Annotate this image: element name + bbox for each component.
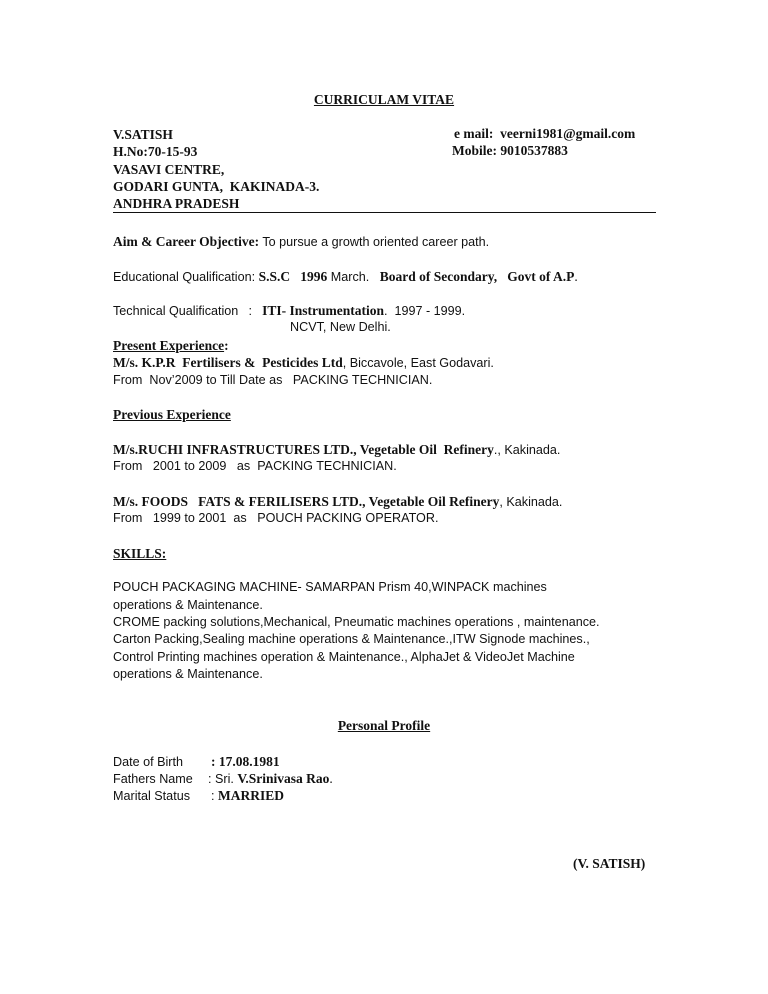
objective-label: Aim & Career Objective: — [113, 234, 260, 249]
address-line-2: GODARI GUNTA, KAKINADA-3. — [113, 179, 320, 194]
signature: (V. SATISH) — [573, 856, 646, 871]
technical-years: . 1997 - 1999. — [383, 304, 466, 318]
skills-line-1: POUCH PACKAGING MACHINE- SAMARPAN Prism 40,WINPACK machines — [113, 580, 547, 594]
previous-role-2: From 1999 to 2001 as POUCH PACKING OPERATOR. — [113, 511, 439, 525]
previous-company-1: M/s.RUCHI INFRASTRUCTURES LTD., Vegetable Oil Refinery — [113, 442, 494, 457]
previous-job-1 — [113, 441, 560, 459]
father-sep: : Sri. — [208, 772, 238, 786]
education-end: . — [574, 269, 578, 284]
state: ANDHRA PRADESH — [113, 196, 240, 211]
present-location: , Biccavole, East Godavari. — [342, 356, 494, 370]
previous-location-1: ., Kakinada. — [493, 443, 561, 457]
father-value: V.Srinivasa Rao — [237, 771, 330, 786]
education — [113, 268, 578, 286]
skills-heading: SKILLS: — [113, 546, 167, 561]
document-title: CURRICULAM VITAE — [313, 92, 455, 107]
present-company: M/s. K.P.R Fertilisers & Pesticides Ltd — [113, 355, 343, 370]
previous-heading: Previous Experience — [113, 407, 231, 422]
previous-role-1: From 2001 to 2009 as PACKING TECHNICIAN. — [113, 459, 397, 473]
technical-sep: : — [248, 304, 252, 318]
dob-value: : 17.08.1981 — [211, 754, 280, 769]
present-heading-colon: : — [224, 338, 229, 353]
marital-label: Marital Status — [113, 789, 190, 803]
skills-line-5: Control Printing machines operation & Maintenance., AlphaJet & VideoJet Machine — [113, 650, 575, 664]
skills-line-4: Carton Packing,Sealing machine operations & Maintenance.,ITW Signode machines., — [113, 632, 590, 646]
present-heading-text: Present Experience — [113, 338, 225, 353]
objective-text: To pursue a growth oriented career path. — [259, 235, 490, 249]
present-heading — [113, 337, 229, 354]
email: e mail: veerni1981@gmail.com — [454, 126, 636, 141]
previous-location-2: , Kakinada. — [499, 495, 563, 509]
father-label: Fathers Name — [113, 772, 193, 786]
mobile: Mobile: 9010537883 — [452, 143, 568, 158]
education-exam: S.S.C — [258, 269, 291, 284]
header-divider — [113, 212, 656, 213]
objective — [113, 233, 489, 251]
father-row — [113, 770, 333, 788]
house-number: H.No:70-15-93 — [113, 144, 198, 159]
education-board: Board of Secondary, Govt of A.P — [379, 269, 575, 284]
education-year: 1996 — [300, 269, 328, 284]
technical-label: Technical Qualification — [113, 304, 239, 318]
father-end: . — [329, 771, 333, 786]
education-label: Educational Qualification: — [113, 270, 259, 284]
previous-company-2: M/s. FOODS FATS & FERILISERS LTD., Vegetable Oil Refinery — [113, 494, 500, 509]
present-company-line — [113, 354, 494, 372]
address-line-1: VASAVI CENTRE, — [113, 162, 225, 177]
education-month: March. — [327, 270, 380, 284]
marital-sep: : — [211, 789, 218, 803]
dob-row — [113, 753, 280, 771]
dob-label: Date of Birth — [113, 755, 183, 769]
skills-line-6: operations & Maintenance. — [113, 667, 263, 681]
technical-institute: NCVT, New Delhi. — [290, 320, 391, 334]
skills-line-2: operations & Maintenance. — [113, 598, 263, 612]
technical-course: ITI- Instrumentation — [262, 303, 384, 318]
present-role: From Nov’2009 to Till Date as PACKING TECHNICIAN. — [113, 373, 433, 387]
marital-value: MARRIED — [218, 788, 284, 803]
profile-heading: Personal Profile — [337, 718, 431, 733]
skills-line-3: CROME packing solutions,Mechanical, Pneumatic machines operations , maintenance. — [113, 615, 600, 629]
candidate-name: V.SATISH — [113, 127, 173, 142]
technical — [113, 302, 465, 320]
previous-job-2 — [113, 493, 562, 511]
marital-row — [113, 787, 284, 805]
